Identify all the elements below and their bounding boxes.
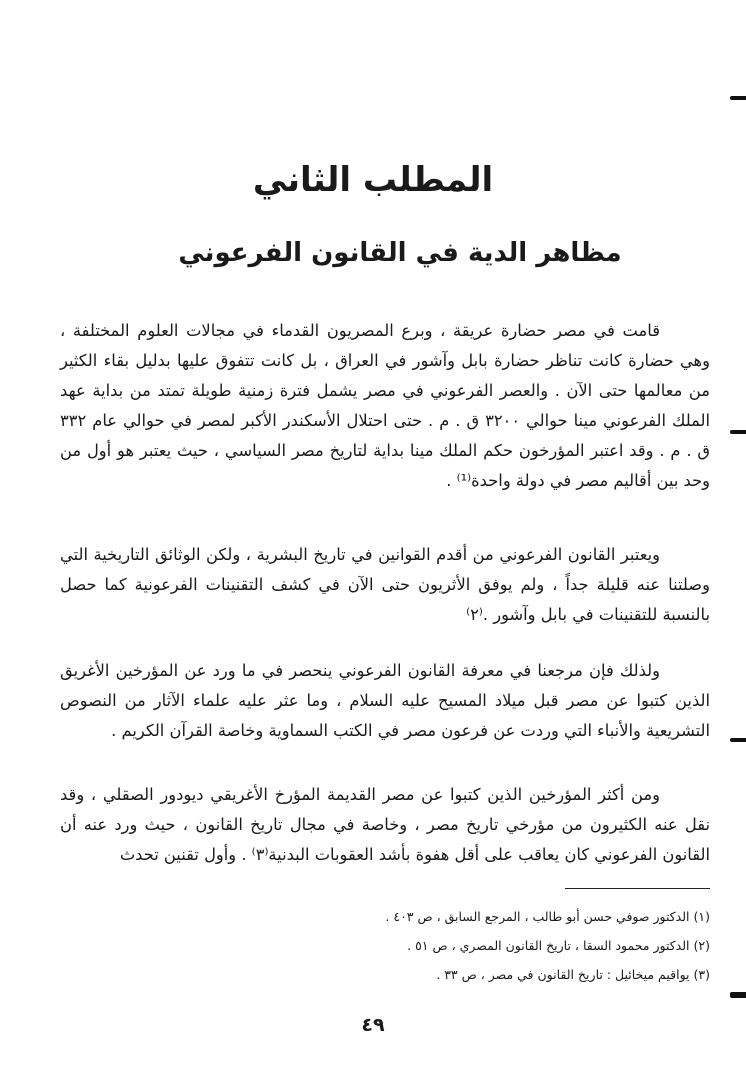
- paragraph-text: قامت في مصر حضارة عريقة ، وبرع المصريون القدماء في مجالات العلوم المختلفة ، وهي حضارة كانت تناظر حضارة بابل وآشور في العراق ، بل كانت تتفوق عليها بدليل بقاء الكثير من معالمها حتى الآن . والعصر الفرعوني في مصر يشمل فترة زمنية طويلة تمتد من بداية عهد الملك الفرعوني مينا حوالي ٣٢٠٠ ق . م . حتى احتلال الأسكندر الأكبر لمصر في حوالي عام ٣٣٢ ق . م . وقد اعتبر المؤرخون حكم الملك مينا بداية لتاريخ مصر السياسي ، حيث يعتبر هو أول من وحد بين أقاليم مصر في دولة واحدة⁽¹⁾ .: [60, 321, 710, 490]
- footnote-item: (٢) الدكتور محمود السقا ، تاريخ القانون المصري ، ص ٥١ .: [407, 938, 710, 953]
- footnotes: [60, 902, 710, 989]
- edge-mark: [730, 96, 746, 100]
- body-paragraph: [60, 656, 710, 746]
- edge-mark: [730, 738, 746, 742]
- body-paragraph: [60, 316, 710, 496]
- page-number: ٤٩: [361, 1014, 385, 1036]
- footnote-item: (٣) يواقيم ميخائيل : تاريخ القانون في مصر ، ص ٣٣ .: [436, 967, 710, 982]
- chapter-title: المطلب الثاني: [252, 160, 494, 200]
- paragraph-text: ومن أكثر المؤرخين الذين كتبوا عن مصر القديمة المؤرخ الأغريقي ديودور الصقلي ، وقد نقل عنه الكثيرون من مؤرخي تاريخ مصر ، وخاصة في مجال تاريخ القانون ، حيث ورد عنه أن القانون الفرعوني كان يعاقب على أقل هفوة بأشد العقوبات البدنية⁽٣⁾ . وأول تقنين تحدث: [60, 785, 710, 864]
- edge-mark: [730, 992, 746, 998]
- edge-mark: [730, 430, 746, 434]
- footnote-divider: [565, 888, 710, 889]
- footnote-item: (١) الدكتور صوفي حسن أبو طالب ، المرجع السابق ، ص ٤٠٣ .: [385, 909, 710, 924]
- paragraph-text: ولذلك فإن مرجعنا في معرفة القانون الفرعوني ينحصر في ما ورد عن المؤرخين الأغريق الذين كتبوا عن مصر قبل ميلاد المسيح عليه السلام ، وما عثر عليه علماء الآثار من النصوص التشريعية والأنباء التي وردت عن فرعون مصر في الكتب السماوية وخاصة القرآن الكريم .: [60, 661, 710, 740]
- paragraph-text: ويعتبر القانون الفرعوني من أقدم القوانين في تاريخ البشرية ، ولكن الوثائق التاريخية التي وصلتنا عنه قليلة جداً ، ولم يوفق الأثريون حتى الآن في كشف التقنينات الفرعونية كما حصل بالنسبة للتقنينات في بابل وآشور .⁽٢⁾: [60, 545, 710, 624]
- body-paragraph: [60, 540, 710, 630]
- body-paragraph: [60, 780, 710, 870]
- section-title: مظاهر الدية في القانون الفرعوني: [178, 238, 622, 268]
